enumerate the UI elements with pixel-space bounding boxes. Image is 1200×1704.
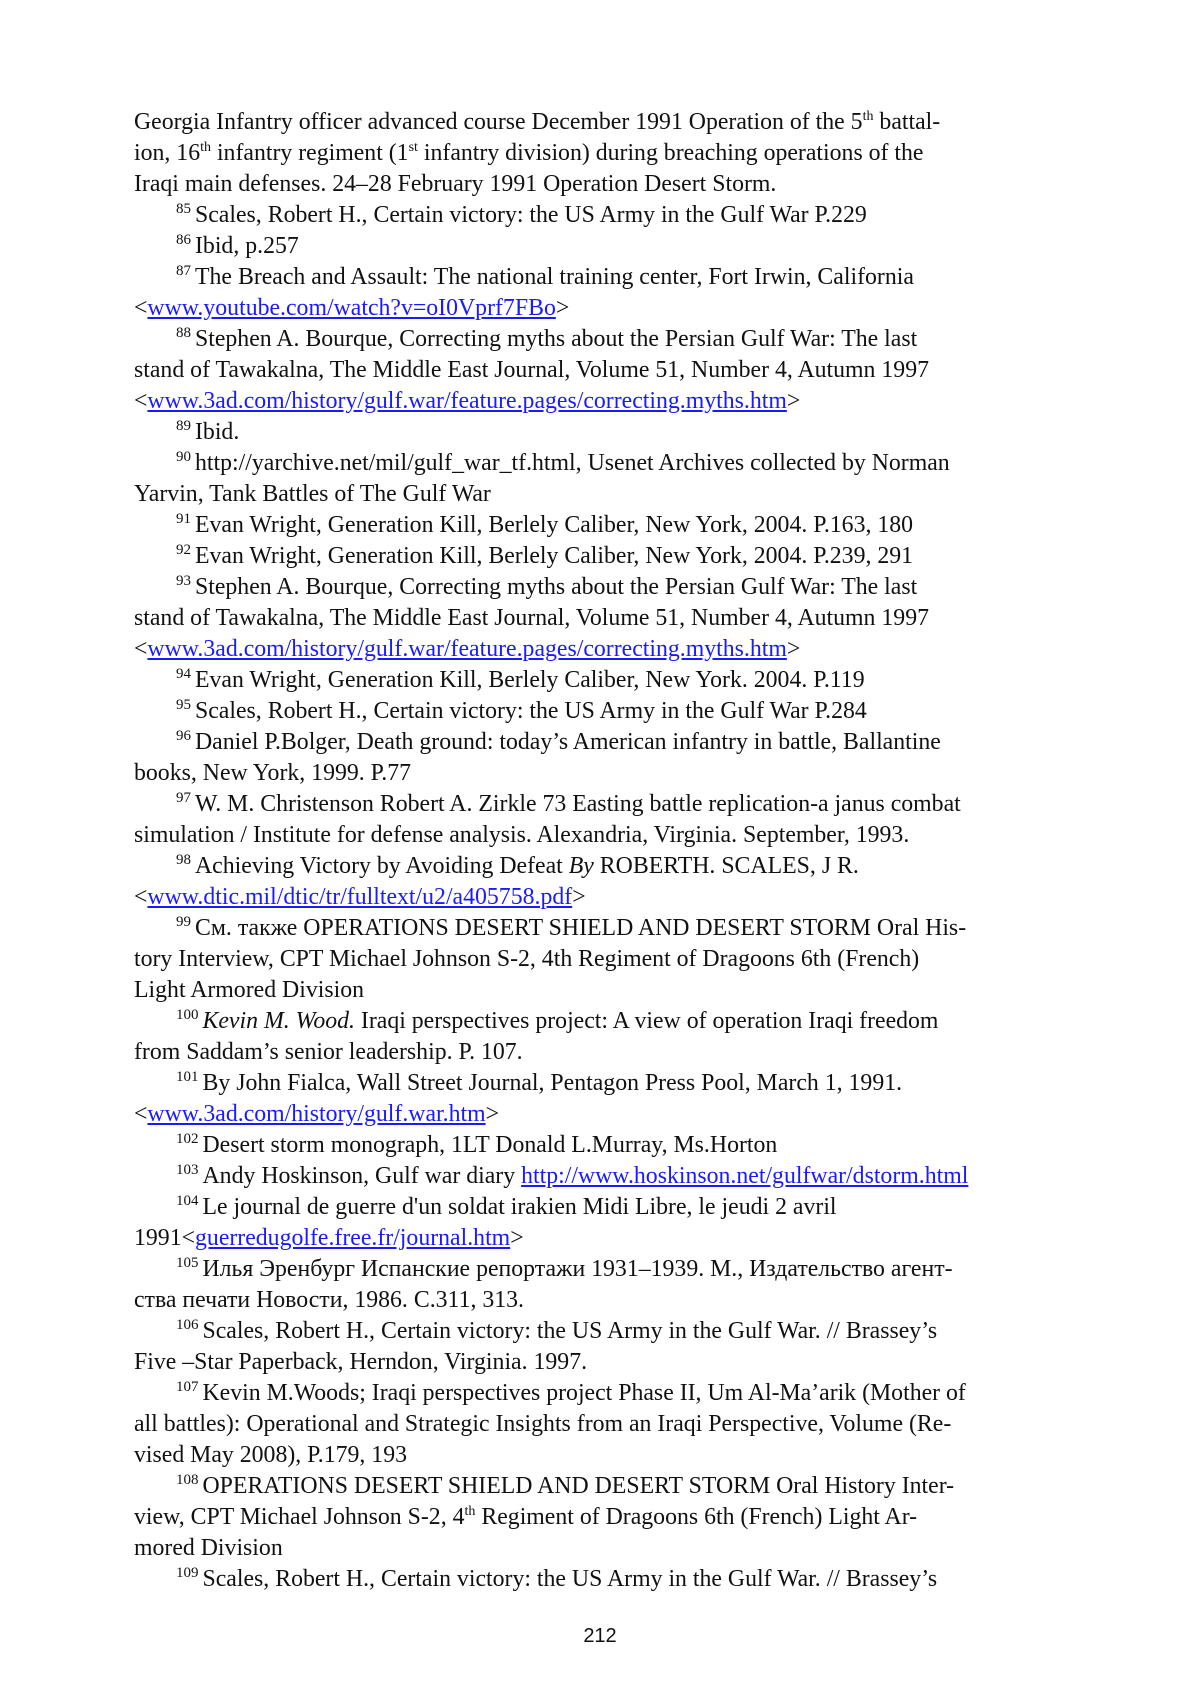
footnote-90: $^{90}$ http://yarchive.net/mil/gulf_war_tf.html, Usenet Archives collected by Norman Yarvin, Tank Battles of The Gulf War (134, 449, 950, 507)
page-number: 212 (583, 1625, 617, 1647)
footnote-number: 105 (176, 1255, 199, 1272)
footnote-number: 98 (176, 852, 191, 869)
footnote-number: 93 (176, 573, 191, 590)
footnote-link[interactable]: http://www.hoskinson.net/gulfwar/dstorm.html (521, 1163, 969, 1189)
footnote-number: 108 (176, 1472, 199, 1489)
footnote-93: $^{93}$ Stephen A. Bourque, Correcting myths about the Persian Gulf War: The last stand of Tawakalna, The Middle East Journal, Volume 51, Number 4, Autumn 1997 <www.3ad.com/history/gulf.war/feature.pages/correcting.myths.htm> (134, 573, 929, 662)
footnotes-block (134, 107, 1070, 1595)
footnote-number: 101 (176, 1069, 199, 1086)
footnote-number: 91 (176, 511, 191, 528)
footnote-number: 87 (176, 263, 191, 280)
footnote-109: $^{109}$ Scales, Robert H., Certain victory: the US Army in the Gulf War. // Brassey’s (176, 1565, 938, 1592)
footnote-94: $^{94}$ Evan Wright, Generation Kill, Berlely Caliber, New York. 2004. P.119 (176, 666, 865, 693)
footnote-101: $^{101}$ By John Fialca, Wall Street Journal, Pentagon Press Pool, March 1, 1991. <www.3ad.com/history/gulf.war.htm> (134, 1069, 903, 1127)
footnote-89: $^{89}$ Ibid. (176, 418, 240, 445)
footnote-link[interactable]: www.3ad.com/history/gulf.war.htm (147, 1101, 486, 1127)
footnote-number: 106 (176, 1317, 199, 1334)
footnote-number: 103 (176, 1162, 199, 1179)
footnote-number: 90 (176, 449, 191, 466)
footnote-number: 104 (176, 1193, 199, 1210)
footnote-102: $^{102}$ Desert storm monograph, 1LT Donald L.Murray, Ms.Horton (176, 1131, 778, 1158)
footnote-96: $^{96}$ Daniel P.Bolger, Death ground: today’s American infantry in battle, Ballantine books, New York, 1999. P.77 (134, 728, 941, 786)
footnote-number: 99 (176, 914, 191, 931)
footnote-97: $^{97}$ W. M. Christenson Robert A. Zirkle 73 Easting battle replication-a janus combat simulation / Institute for defense analysis. Alexandria, Virginia. September, 1993. (134, 790, 961, 848)
footnote-number: 86 (176, 232, 191, 249)
footnote-continuation: Georgia Infantry officer advanced course December 1991 Operation of the 5th battal- ion, 16th infantry regiment (1st infantry division) during breaching operations of the Iraqi main defenses. 24–28 February 1991 Operation Desert Storm. (134, 109, 941, 197)
footnote-number: 92 (176, 542, 191, 559)
footnote-99: $^{99}$ См. также OPERATIONS DESERT SHIELD AND DESERT STORM Oral His- tory Interview, CPT Michael Johnson S-2, 4th Regiment of Dragoons 6th (French) Light Armored Division (134, 914, 967, 1003)
footnote-100: $^{100}$ Kevin M. Wood. Iraqi perspectives project: A view of operation Iraqi freedom from Saddam’s senior leadership. P. 107. (134, 1007, 939, 1065)
footnote-98: $^{98}$ Achieving Victory by Avoiding Defeat By ROBERTH. SCALES, J R. <www.dtic.mil/dtic/tr/fulltext/u2/a405758.pdf> (134, 852, 859, 910)
footnote-number: 97 (176, 790, 191, 807)
footnote-number: 96 (176, 728, 191, 745)
footnote-85: $^{85}$ Scales, Robert H., Certain victory: the US Army in the Gulf War P.229 (176, 201, 867, 228)
footnote-91: $^{91}$ Evan Wright, Generation Kill, Berlely Caliber, New York, 2004. P.163, 180 (176, 511, 914, 538)
footnote-link[interactable]: www.youtube.com/watch?v=oI0Vprf7FBo (147, 295, 556, 321)
footnote-104: $^{104}$ Le journal de guerre d'un soldat irakien Midi Libre, le jeudi 2 avril 1991<guerredugolfe.free.fr/journal.htm> (134, 1193, 837, 1251)
footnote-88: $^{88}$ Stephen A. Bourque, Correcting myths about the Persian Gulf War: The last stand of Tawakalna, The Middle East Journal, Volume 51, Number 4, Autumn 1997 <www.3ad.com/history/gulf.war/feature.pages/correcting.myths.htm> (134, 325, 929, 414)
footnote-105: $^{105}$ Илья Эренбург Испанские репортажи 1931–1939. М., Издательство агент- ства печати Новости, 1986. С.311, 313. (134, 1255, 953, 1313)
footnote-106: $^{106}$ Scales, Robert H., Certain victory: the US Army in the Gulf War. // Brassey’s Five –Star Paperback, Herndon, Virginia. 1997. (134, 1317, 938, 1375)
footnote-link[interactable]: www.3ad.com/history/gulf.war/feature.pages/correcting.myths.htm (147, 388, 787, 414)
footnote-number: 107 (176, 1379, 199, 1396)
footnote-92: $^{92}$ Evan Wright, Generation Kill, Berlely Caliber, New York, 2004. P.239, 291 (176, 542, 914, 569)
footnote-number: 100 (176, 1007, 199, 1024)
footnote-link[interactable]: guerredugolfe.free.fr/journal.htm (195, 1225, 511, 1251)
footnote-86: $^{86}$ Ibid, p.257 (176, 232, 299, 259)
footnote-number: 102 (176, 1131, 199, 1148)
footnote-number: 94 (176, 666, 191, 683)
footnote-number: 95 (176, 697, 191, 714)
footnote-103: $^{103}$ Andy Hoskinson, Gulf war diary http://www.hoskinson.net/gulfwar/dstorm.html (176, 1162, 969, 1189)
footnote-number: 85 (176, 201, 191, 218)
footnote-107: $^{107}$ Kevin M.Woods; Iraqi perspectives project Phase II, Um Al-Ma’arik (Mother of all battles): Operational and Strategic Insights from an Iraqi Perspective, Volume (Re- vised May 2008), P.179, 193 (134, 1379, 966, 1468)
footnote-link[interactable]: www.dtic.mil/dtic/tr/fulltext/u2/a405758.pdf (147, 884, 573, 910)
footnote-number: 109 (176, 1565, 199, 1582)
footnote-number: 89 (176, 418, 191, 435)
footnote-link[interactable]: www.3ad.com/history/gulf.war/feature.pages/correcting.myths.htm (147, 636, 787, 662)
footnote-number: 88 (176, 325, 191, 342)
footnote-108: $^{108}$ OPERATIONS DESERT SHIELD AND DESERT STORM Oral History Inter- view, CPT Michael Johnson S-2, 4th Regiment of Dragoons 6th (French) Light Ar- mored Division (134, 1472, 955, 1561)
footnote-95: $^{95}$ Scales, Robert H., Certain victory: the US Army in the Gulf War P.284 (176, 697, 867, 724)
footnote-87: $^{87}$ The Breach and Assault: The national training center, Fort Irwin, California <www.youtube.com/watch?v=oI0Vprf7FBo> (134, 263, 914, 321)
